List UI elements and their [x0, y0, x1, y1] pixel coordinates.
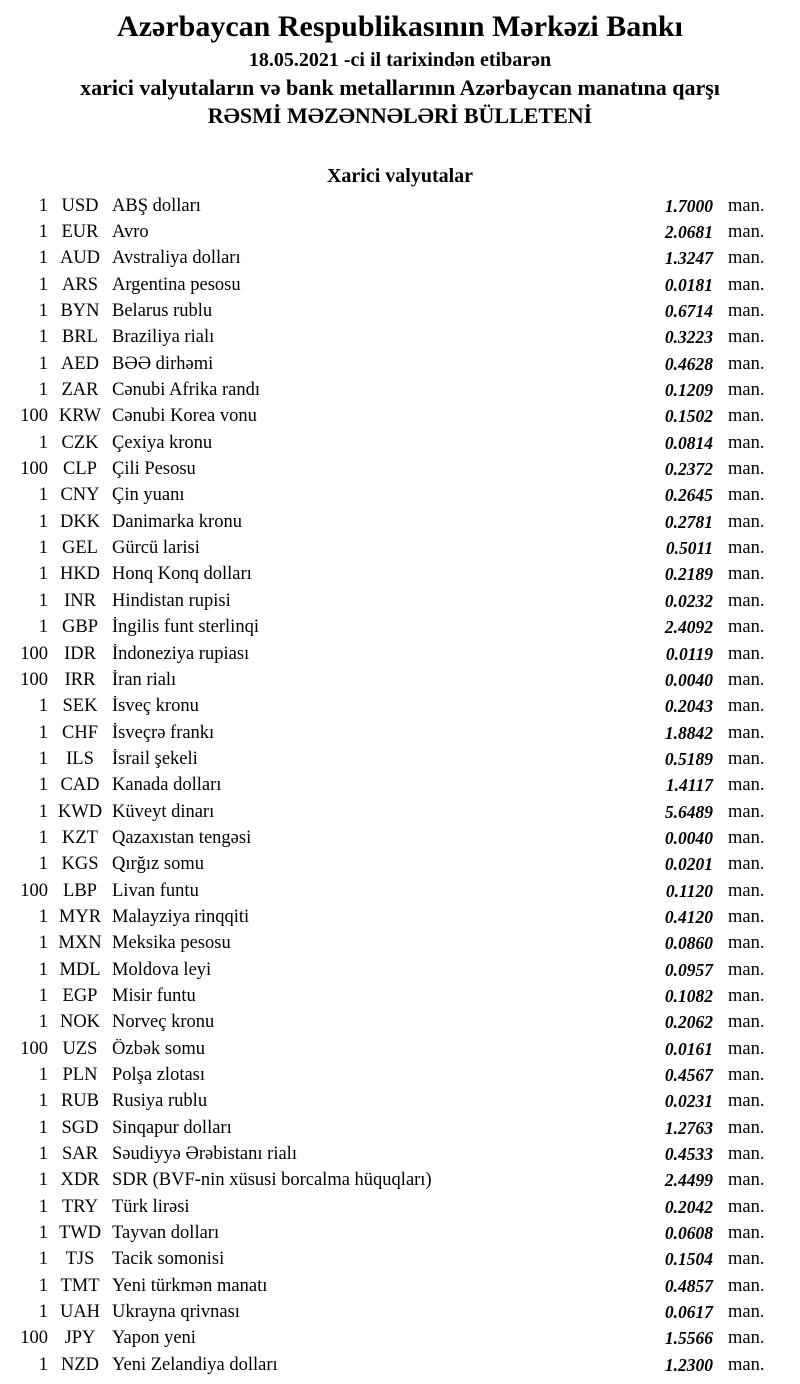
row-currency-code: ILS — [66, 748, 94, 769]
bulletin-title-line: RƏSMİ MƏZƏNNƏLƏRİ BÜLLETENİ — [207, 103, 593, 128]
row-unit-label: man. — [728, 1091, 765, 1112]
row-currency-name: Qırğız somu — [112, 854, 204, 875]
table-row — [0, 298, 800, 324]
row-currency-code: SAR — [62, 1144, 98, 1165]
row-quantity: 1 — [38, 380, 48, 401]
row-currency-code: ARS — [62, 274, 98, 295]
row-currency-code: TJS — [65, 1249, 95, 1270]
row-currency-code: AED — [60, 353, 100, 374]
row-rate-value: 0.0232 — [664, 590, 713, 611]
row-quantity: 1 — [38, 327, 48, 348]
row-currency-code: SEK — [62, 696, 98, 717]
row-currency-code: TWD — [58, 1223, 102, 1244]
row-quantity: 1 — [38, 1012, 48, 1033]
table-row — [0, 773, 800, 799]
row-unit-label: man. — [728, 1249, 765, 1270]
row-rate-value: 0.4857 — [664, 1275, 713, 1296]
table-row — [0, 1247, 800, 1273]
row-currency-name: İndoneziya rupiası — [112, 643, 250, 664]
row-currency-name: Argentina pesosu — [112, 274, 241, 295]
table-row — [0, 878, 800, 904]
row-rate-value: 1.5566 — [664, 1328, 713, 1349]
table-row — [0, 193, 800, 219]
row-rate-value: 1.4117 — [665, 775, 713, 796]
row-currency-code: KGS — [61, 854, 99, 875]
table-row — [0, 1194, 800, 1220]
row-quantity: 1 — [38, 222, 48, 243]
row-rate-value: 2.0681 — [664, 222, 713, 243]
row-unit-label: man. — [728, 1065, 765, 1086]
row-rate-value: 0.2372 — [664, 459, 713, 480]
row-currency-name: ABŞ dolları — [112, 195, 201, 216]
row-unit-label: man. — [728, 380, 765, 401]
table-row — [0, 746, 800, 772]
row-currency-code: HKD — [59, 564, 101, 585]
row-rate-value: 0.2781 — [664, 511, 713, 532]
row-currency-name: Malayziya rinqqiti — [112, 906, 250, 927]
row-quantity: 1 — [38, 1196, 48, 1217]
table-row — [0, 957, 800, 983]
row-currency-name: Meksika pesosu — [112, 933, 231, 954]
page-title: Azərbaycan Respublikasının Mərkəzi Bankı — [117, 10, 683, 43]
row-quantity: 1 — [38, 1117, 48, 1138]
row-quantity: 100 — [20, 880, 48, 901]
row-rate-value: 0.0040 — [664, 669, 713, 690]
table-row — [0, 1089, 800, 1115]
row-currency-name: İngilis funt sterlinqi — [112, 617, 259, 638]
row-currency-code: NOK — [59, 1012, 101, 1033]
row-currency-name: Küveyt dinarı — [112, 801, 215, 822]
row-quantity: 1 — [38, 985, 48, 1006]
table-row — [0, 799, 800, 825]
row-rate-value: 0.0040 — [664, 827, 713, 848]
row-unit-label: man. — [728, 511, 765, 532]
row-unit-label: man. — [728, 1223, 765, 1244]
row-currency-name: Danimarka kronu — [112, 511, 242, 532]
row-unit-label: man. — [728, 1328, 765, 1349]
row-quantity: 1 — [38, 722, 48, 743]
row-unit-label: man. — [728, 696, 765, 717]
table-row — [0, 1352, 800, 1378]
row-quantity: 1 — [38, 432, 48, 453]
table-row — [0, 1115, 800, 1141]
row-currency-name: Kanada dolları — [112, 775, 222, 796]
row-currency-code: EUR — [61, 222, 99, 243]
row-unit-label: man. — [728, 801, 765, 822]
row-currency-name: Avstraliya dolları — [112, 248, 241, 269]
table-row — [0, 351, 800, 377]
row-currency-name: Özbək somu — [112, 1038, 205, 1059]
row-quantity: 100 — [20, 459, 48, 480]
table-row — [0, 904, 800, 930]
row-rate-value: 0.0860 — [664, 933, 713, 954]
row-rate-value: 0.0181 — [664, 274, 713, 295]
row-rate-value: 0.1504 — [664, 1249, 713, 1270]
row-rate-value: 0.0957 — [664, 959, 713, 980]
table-row — [0, 1220, 800, 1246]
row-currency-name: Çexiya kronu — [112, 432, 213, 453]
row-unit-label: man. — [728, 985, 765, 1006]
row-currency-code: BRL — [62, 327, 98, 348]
row-currency-code: GBP — [62, 617, 98, 638]
row-currency-code: LBP — [63, 880, 97, 901]
table-row — [0, 1299, 800, 1325]
table-row — [0, 272, 800, 298]
subtitle-line: xarici valyutaların və bank metallarının Azərbaycan manatına qarşı — [80, 75, 720, 100]
row-currency-name: Ukrayna qrivnası — [112, 1302, 240, 1323]
row-rate-value: 2.4499 — [664, 1170, 713, 1191]
table-row — [0, 1273, 800, 1299]
row-currency-name: Tacik somonisi — [112, 1249, 225, 1270]
row-rate-value: 0.6714 — [664, 301, 713, 322]
section-title-foreign-currencies: Xarici valyutalar — [326, 165, 474, 187]
row-rate-value: 1.3247 — [664, 248, 713, 269]
row-unit-label: man. — [728, 959, 765, 980]
row-currency-name: Honq Konq dolları — [112, 564, 252, 585]
row-quantity: 1 — [38, 511, 48, 532]
row-quantity: 1 — [38, 617, 48, 638]
table-row — [0, 641, 800, 667]
row-currency-code: IRR — [64, 669, 96, 690]
table-row — [0, 219, 800, 245]
row-unit-label: man. — [728, 564, 765, 585]
row-rate-value: 0.4120 — [664, 906, 713, 927]
row-quantity: 1 — [38, 1354, 48, 1375]
row-currency-name: Belarus rublu — [112, 301, 213, 322]
row-currency-name: Avro — [112, 222, 149, 243]
row-unit-label: man. — [728, 1038, 765, 1059]
row-rate-value: 1.8842 — [664, 722, 713, 743]
row-rate-value: 0.0608 — [664, 1223, 713, 1244]
row-currency-code: TRY — [62, 1196, 98, 1217]
row-unit-label: man. — [728, 1302, 765, 1323]
row-currency-name: Sinqapur dolları — [112, 1117, 232, 1138]
row-unit-label: man. — [728, 906, 765, 927]
row-rate-value: 0.3223 — [664, 327, 713, 348]
row-unit-label: man. — [728, 1170, 765, 1191]
row-currency-name: Livan funtu — [112, 880, 199, 901]
row-unit-label: man. — [728, 485, 765, 506]
row-quantity: 100 — [20, 643, 48, 664]
table-row — [0, 694, 800, 720]
row-quantity: 100 — [20, 406, 48, 427]
row-unit-label: man. — [728, 459, 765, 480]
row-quantity: 1 — [38, 1302, 48, 1323]
row-currency-name: Çili Pesosu — [112, 459, 196, 480]
row-unit-label: man. — [728, 538, 765, 559]
table-row — [0, 825, 800, 851]
row-quantity: 1 — [38, 801, 48, 822]
row-rate-value: 0.4567 — [664, 1065, 713, 1086]
row-quantity: 1 — [38, 301, 48, 322]
row-quantity: 1 — [38, 274, 48, 295]
row-quantity: 100 — [20, 1328, 48, 1349]
row-currency-code: SGD — [61, 1117, 99, 1138]
table-row — [0, 1010, 800, 1036]
row-quantity: 100 — [20, 1038, 48, 1059]
row-unit-label: man. — [728, 775, 765, 796]
table-row — [0, 404, 800, 430]
row-currency-code: UAH — [59, 1302, 101, 1323]
row-currency-name: Gürcü larisi — [112, 538, 200, 559]
row-rate-value: 1.2300 — [664, 1354, 713, 1375]
bulletin-header — [0, 8, 800, 130]
table-row — [0, 430, 800, 456]
row-rate-value: 0.5189 — [664, 748, 713, 769]
row-currency-name: Hindistan rupisi — [112, 590, 231, 611]
table-row — [0, 377, 800, 403]
row-currency-name: Moldova leyi — [112, 959, 212, 980]
row-quantity: 1 — [38, 1065, 48, 1086]
table-row — [0, 1168, 800, 1194]
row-unit-label: man. — [728, 406, 765, 427]
row-unit-label: man. — [728, 1196, 765, 1217]
row-currency-code: UZS — [62, 1038, 98, 1059]
row-quantity: 1 — [38, 854, 48, 875]
row-currency-code: AUD — [59, 248, 101, 269]
table-row — [0, 562, 800, 588]
row-currency-name: İran rialı — [112, 669, 177, 690]
table-row — [0, 1036, 800, 1062]
row-currency-code: CNY — [60, 485, 100, 506]
row-rate-value: 0.1502 — [664, 406, 713, 427]
table-row — [0, 983, 800, 1009]
row-currency-code: MDL — [59, 959, 101, 980]
row-currency-code: IDR — [64, 643, 96, 664]
table-row — [0, 456, 800, 482]
row-unit-label: man. — [728, 327, 765, 348]
row-currency-name: İsveçrə frankı — [112, 722, 215, 743]
table-row — [0, 325, 800, 351]
row-rate-value: 0.2043 — [664, 696, 713, 717]
row-rate-value: 0.4628 — [664, 353, 713, 374]
table-row — [0, 246, 800, 272]
row-currency-code: GEL — [62, 538, 98, 559]
row-quantity: 1 — [38, 485, 48, 506]
row-rate-value: 5.6489 — [664, 801, 713, 822]
row-currency-code: EGP — [62, 985, 98, 1006]
row-quantity: 1 — [38, 827, 48, 848]
row-unit-label: man. — [728, 669, 765, 690]
row-unit-label: man. — [728, 248, 765, 269]
row-rate-value: 0.2062 — [664, 1012, 713, 1033]
table-row — [0, 615, 800, 641]
row-quantity: 1 — [38, 248, 48, 269]
row-unit-label: man. — [728, 1012, 765, 1033]
row-rate-value: 0.0617 — [664, 1302, 713, 1323]
table-row — [0, 483, 800, 509]
row-currency-name: Misir funtu — [112, 985, 196, 1006]
row-currency-code: BYN — [60, 301, 100, 322]
row-unit-label: man. — [728, 827, 765, 848]
row-currency-code: MXN — [58, 933, 102, 954]
row-unit-label: man. — [728, 1275, 765, 1296]
row-rate-value: 0.0814 — [664, 432, 713, 453]
row-currency-name: Çin yuanı — [112, 485, 185, 506]
row-quantity: 1 — [38, 1275, 48, 1296]
row-currency-code: KWD — [57, 801, 103, 822]
row-quantity: 1 — [38, 748, 48, 769]
row-unit-label: man. — [728, 590, 765, 611]
row-quantity: 1 — [38, 564, 48, 585]
row-quantity: 1 — [38, 906, 48, 927]
row-currency-name: Cənubi Korea vonu — [112, 406, 257, 427]
row-unit-label: man. — [728, 854, 765, 875]
row-currency-code: PLN — [62, 1065, 98, 1086]
row-rate-value: 0.5011 — [665, 538, 713, 559]
row-unit-label: man. — [728, 1117, 765, 1138]
row-unit-label: man. — [728, 722, 765, 743]
row-unit-label: man. — [728, 1144, 765, 1165]
row-unit-label: man. — [728, 274, 765, 295]
row-unit-label: man. — [728, 222, 765, 243]
table-row — [0, 535, 800, 561]
row-currency-code: CLP — [63, 459, 97, 480]
row-rate-value: 0.0231 — [664, 1091, 713, 1112]
row-currency-name: Braziliya rialı — [112, 327, 215, 348]
row-currency-code: RUB — [60, 1091, 100, 1112]
row-currency-name: Türk lirəsi — [112, 1196, 190, 1217]
row-rate-value: 0.2042 — [664, 1196, 713, 1217]
row-currency-name: Yeni Zelandiya dolları — [112, 1354, 278, 1375]
row-currency-code: TMT — [60, 1275, 100, 1296]
table-row — [0, 931, 800, 957]
row-currency-code: KRW — [58, 406, 102, 427]
row-unit-label: man. — [728, 301, 765, 322]
row-rate-value: 0.2189 — [664, 564, 713, 585]
row-rate-value: 0.0201 — [664, 854, 713, 875]
row-unit-label: man. — [728, 432, 765, 453]
row-rate-value: 0.1120 — [665, 880, 713, 901]
row-currency-name: Qazaxıstan tengəsi — [112, 827, 252, 848]
row-rate-value: 0.2645 — [664, 485, 713, 506]
row-quantity: 1 — [38, 1091, 48, 1112]
row-currency-name: SDR (BVF-nin xüsusi borcalma hüquqları) — [112, 1170, 432, 1191]
row-rate-value: 1.2763 — [664, 1117, 713, 1138]
row-currency-code: CHF — [62, 722, 98, 743]
row-rate-value: 1.7000 — [664, 195, 713, 216]
row-currency-name: Cənubi Afrika randı — [112, 380, 260, 401]
row-currency-code: DKK — [59, 511, 101, 532]
row-currency-name: İsrail şekeli — [112, 748, 198, 769]
row-quantity: 1 — [38, 590, 48, 611]
row-currency-name: Norveç kronu — [112, 1012, 215, 1033]
row-rate-value: 0.4533 — [664, 1144, 713, 1165]
row-currency-code: ZAR — [61, 380, 99, 401]
row-quantity: 1 — [38, 775, 48, 796]
effective-date-line: 18.05.2021 -ci il tarixindən etibarən — [248, 49, 552, 71]
row-currency-name: Səudiyyə Ərəbistanı rialı — [112, 1144, 297, 1165]
rates-table — [0, 193, 800, 1378]
row-currency-name: Rusiya rublu — [112, 1091, 208, 1112]
row-unit-label: man. — [728, 617, 765, 638]
row-currency-name: BƏƏ dirhəmi — [112, 353, 214, 374]
row-quantity: 1 — [38, 353, 48, 374]
row-currency-code: CAD — [60, 775, 100, 796]
row-quantity: 1 — [38, 959, 48, 980]
table-row — [0, 588, 800, 614]
row-rate-value: 0.1082 — [664, 985, 713, 1006]
row-currency-code: CZK — [61, 432, 99, 453]
table-row — [0, 1326, 800, 1352]
row-quantity: 1 — [38, 1170, 48, 1191]
row-currency-code: USD — [61, 195, 99, 216]
table-row — [0, 667, 800, 693]
row-quantity: 1 — [38, 1144, 48, 1165]
row-quantity: 1 — [38, 195, 48, 216]
row-quantity: 1 — [38, 538, 48, 559]
row-quantity: 1 — [38, 696, 48, 717]
row-quantity: 1 — [38, 1223, 48, 1244]
row-currency-name: Yapon yeni — [112, 1328, 196, 1349]
row-currency-code: MYR — [58, 906, 102, 927]
row-unit-label: man. — [728, 643, 765, 664]
row-currency-code: NZD — [60, 1354, 100, 1375]
table-row — [0, 1141, 800, 1167]
row-currency-name: İsveç kronu — [112, 696, 199, 717]
row-quantity: 1 — [38, 1249, 48, 1270]
row-unit-label: man. — [728, 195, 765, 216]
row-currency-code: INR — [64, 590, 96, 611]
table-row — [0, 509, 800, 535]
row-rate-value: 0.1209 — [664, 380, 713, 401]
row-currency-code: JPY — [64, 1328, 96, 1349]
row-unit-label: man. — [728, 353, 765, 374]
row-unit-label: man. — [728, 1354, 765, 1375]
table-row — [0, 1062, 800, 1088]
row-currency-name: Tayvan dolları — [112, 1223, 220, 1244]
row-unit-label: man. — [728, 880, 765, 901]
row-currency-name: Yeni türkmən manatı — [112, 1275, 268, 1296]
row-currency-code: KZT — [62, 827, 98, 848]
row-rate-value: 0.0119 — [665, 643, 713, 664]
row-currency-code: XDR — [60, 1170, 100, 1191]
row-currency-name: Polşa zlotası — [112, 1065, 206, 1086]
row-rate-value: 2.4092 — [664, 617, 713, 638]
row-quantity: 100 — [20, 669, 48, 690]
row-quantity: 1 — [38, 933, 48, 954]
table-row — [0, 720, 800, 746]
row-unit-label: man. — [728, 933, 765, 954]
row-rate-value: 0.0161 — [664, 1038, 713, 1059]
row-unit-label: man. — [728, 748, 765, 769]
table-row — [0, 852, 800, 878]
